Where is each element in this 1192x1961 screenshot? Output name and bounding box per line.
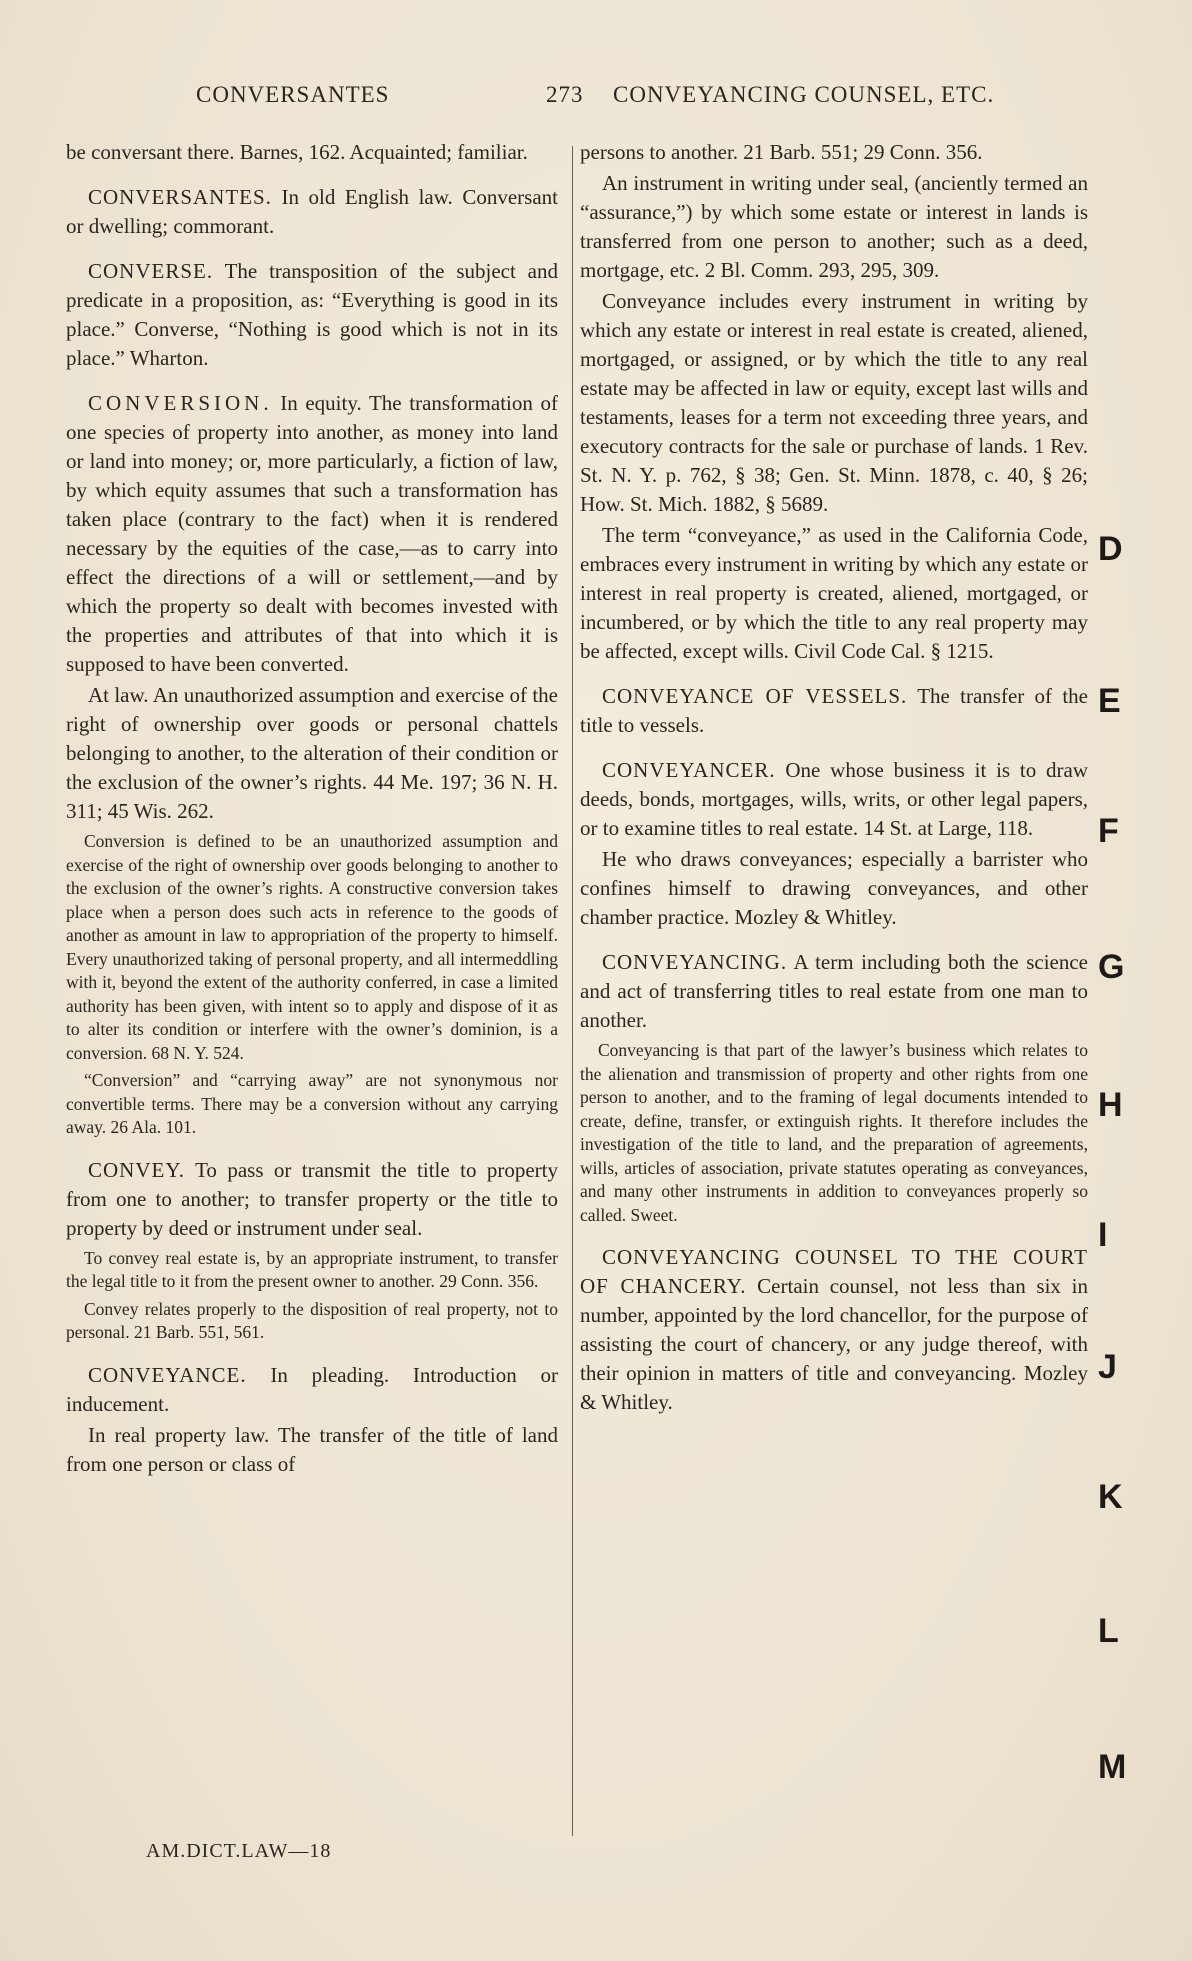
entry-conveyancer [580,756,1088,843]
thumb-tab-h[interactable]: H [1098,1086,1123,1124]
definition: A term including both the science and act of transferring titles to real estate from one man to another. [580,950,1088,1032]
conveyancer-paragraph: He who draws conveyances; especially a barrister who confines himself to drawing conveyances, and other chamber practice. Mozley & Whitley. [580,847,1088,929]
page-number: 273 [546,82,584,107]
entry-conversion [66,389,558,679]
continued-text: persons to another. 21 Barb. 551; 29 Conn. 356. [580,140,983,164]
headword: CONVEYANCE OF VESSELS. [602,684,908,708]
headword: CONVERSION. [88,391,273,415]
convey-note: Convey relates properly to the disposition of real property, not to personal. 21 Barb. 551, 561. [66,1298,558,1342]
definition: In old English law. Conversant or dwelling; commorant. [66,185,558,238]
signature-mark: AM.DICT.LAW—18 [146,1840,332,1862]
entry-convey [66,1156,558,1243]
definition: The transfer of the title to vessels. [580,684,1088,737]
thumb-tab-g[interactable]: G [1098,948,1125,986]
convey-note: To convey real estate is, by an appropriate instrument, to transfer the legal title to it from the present owner to another. 29 Conn. 356. [66,1247,558,1291]
conversion-at-law: At law. An unauthorized assumption and exercise of the right of ownership over goods or personal chattels belonging to another, to the alteration of their condition or the exclusion of the owner’s rights. 44 Me. 197; 36 N. H. 311; 45 Wis. 262. [66,683,558,823]
header-right-word: CONVEYANCING COUNSEL, ETC. [613,82,995,107]
thumb-index [1098,530,1138,1830]
thumb-tab-j[interactable]: J [1098,1348,1117,1386]
conveyance-real-property: In real property law. The transfer of the title of land from one person or class of [66,1422,558,1476]
left-column [66,138,558,1479]
thumb-tab-l[interactable]: L [1098,1612,1119,1650]
entry-conveyancing [580,948,1088,1035]
thumb-tab-e[interactable]: E [1098,682,1121,720]
conveyance-includes: Conveyance includes every instrument in writing by which any estate or interest in real estate is created, aliened, mortgaged, or assigned, or by which the title to any real estate may be affected in law or equity, except last wills and testaments, leases for a term not exceeding three years, and executory contracts for the sale or purchase of lands. 1 Rev. St. N. Y. p. 762, § 38; Gen. St. Minn. 1878, c. 40, § 26; How. St. Mich. 1882, § 5689. [580,289,1088,516]
running-head [60,82,1070,118]
right-column [580,138,1088,1417]
headword: CONVEYANCE. [88,1362,247,1387]
thumb-tab-f[interactable]: F [1098,812,1119,850]
entry-converse [66,257,558,373]
headword: CONVEYANCER. [602,758,776,782]
conveyancing-note: Conveyancing is that part of the lawyer’s business which relates to the alienation and transmission of property and other rights from one person to another, and to the framing of legal documents intended to create, define, transfer, or extinguish rights. It therefore includes the investigation of the title to land, and the preparation of agreements, wills, articles of association, private statutes operating as conveyances, and many other instruments in addition to conveyances properly so called. Sweet. [580,1040,1088,1225]
header-left-word: CONVERSANTES [196,82,390,107]
thumb-tab-k[interactable]: K [1098,1478,1123,1516]
thumb-tab-d[interactable]: D [1098,530,1123,568]
entry-conveyance-of-vessels [580,682,1088,740]
thumb-tab-m[interactable]: M [1098,1748,1127,1786]
headword: CONVEYANCING. [602,950,788,974]
conveyance-term: The term “conveyance,” as used in the California Code, embraces every instrument in writing by which any estate or interest in real property is created, aliened, mortgaged, or incumbered, or by which the title to any real property may be affected, except wills. Civil Code Cal. § 1215. [580,523,1088,663]
thumb-tab-i[interactable]: I [1098,1216,1108,1254]
definition: Certain counsel, not less than six in number, appointed by the lord chancellor, for the purpose of assisting the court of chancery, or any judge thereof, with their opinion in matters of title and conveyancing. Mozley & Whitley. [580,1274,1088,1414]
headword: CONVEYANCING COUNSEL TO THE COURT OF CHANCERY. [580,1245,1088,1298]
headword: CONVERSANTES. [88,185,272,209]
definition: To pass or transmit the title to property from one to another; to transfer property or the title to property by deed or instrument under seal. [66,1157,558,1240]
definition: In pleading. Introduction or inducement. [66,1362,558,1416]
conversion-note: “Conversion” and “carrying away” are not synonymous nor convertible terms. There may be a conversion without any carrying away. 26 Ala. 101. [66,1070,558,1137]
entry-conversantes [66,183,558,241]
definition: The transposition of the subject and predicate in a proposition, as: “Everything is good in its place.” Converse, “Nothing is good which is not in its place.” Wharton. [66,259,558,370]
conveyance-instrument: An instrument in writing under seal, (anciently termed an “assurance,”) by which some estate or interest in lands is transferred from one person to another; such as a deed, mortgage, etc. 2 Bl. Comm. 293, 295, 309. [580,171,1088,282]
headword: CONVERSE. [88,259,214,283]
entry-conveyancing-counsel [580,1243,1088,1417]
definition: One whose business it is to draw deeds, bonds, mortgages, wills, writs, or other legal papers, or to examine titles to real estate. 14 St. at Large, 118. [580,758,1088,840]
headword: CONVEY. [88,1157,186,1182]
conversion-note: Conversion is defined to be an unauthorized assumption and exercise of the right of ownership over goods belonging to another to the exclusion of the owner’s rights. A constructive conversion takes place when a person does such acts in reference to the goods of another as amount in law to appropriation of the property to himself. Every unauthorized taking of personal property, and all intermeddling with it, beyond the extent of the authority conferred, in case a limited authority has been given, with intent so to apply and dispose of it as to alter its condition or interfere with the owner’s dominion, is a conversion. 68 N. Y. 524. [66,831,558,1063]
definition: In equity. The transformation of one species of property into another, as money into land or land into money; or, more particularly, a fiction of law, by which equity assumes that such a transformation has taken place (contrary to the fact) when it is rendered necessary by the equities of the case,—as to carry into effect the directions of a will or settlement,—and by which the property so dealt with becomes invested with the properties and attributes of that into which it is supposed to have been converted. [66,391,558,676]
entry-conveyance [66,1361,558,1419]
column-divider [572,146,573,1836]
continued-text: be conversant there. Barnes, 162. Acquainted; familiar. [66,140,528,164]
